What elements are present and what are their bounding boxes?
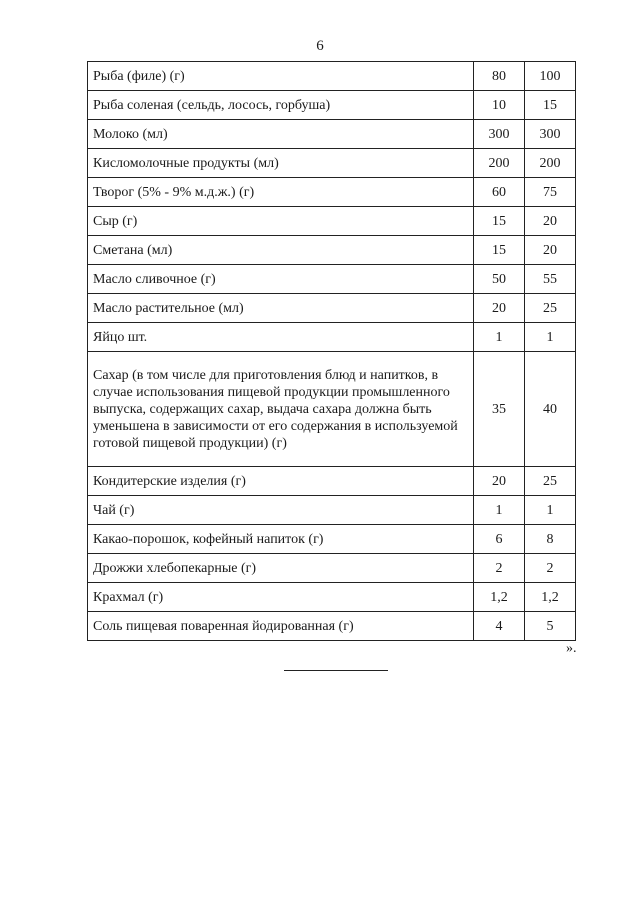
- norm-value-cell-1: 80: [474, 62, 525, 91]
- norm-value-cell-2: 8: [525, 525, 576, 554]
- table-row: [88, 178, 576, 207]
- product-name-cell: Рыба соленая (сельдь, лосось, горбуша): [88, 91, 474, 120]
- norm-value-cell-2: 1: [525, 496, 576, 525]
- product-name-cell: Рыба (филе) (г): [88, 62, 474, 91]
- norm-value-cell-1: 15: [474, 207, 525, 236]
- table-row: [88, 294, 576, 323]
- product-name-cell: Масло сливочное (г): [88, 265, 474, 294]
- product-name-cell: Творог (5% - 9% м.д.ж.) (г): [88, 178, 474, 207]
- table-row: [88, 612, 576, 641]
- norm-value-cell-2: 2: [525, 554, 576, 583]
- norm-value-cell-1: 20: [474, 294, 525, 323]
- table-row: [88, 265, 576, 294]
- norm-value-cell-2: 5: [525, 612, 576, 641]
- product-name-cell: Соль пищевая поваренная йодированная (г): [88, 612, 474, 641]
- product-name-cell: Яйцо шт.: [88, 323, 474, 352]
- product-name-cell: Сметана (мл): [88, 236, 474, 265]
- closing-quote-mark: ».: [566, 641, 577, 656]
- product-name-cell: Кондитерские изделия (г): [88, 467, 474, 496]
- norm-value-cell-2: 20: [525, 236, 576, 265]
- norm-value-cell-1: 1: [474, 323, 525, 352]
- table-row: [88, 525, 576, 554]
- norm-value-cell-1: 35: [474, 352, 525, 467]
- product-name-cell: Чай (г): [88, 496, 474, 525]
- product-name-cell: Дрожжи хлебопекарные (г): [88, 554, 474, 583]
- table-row: [88, 496, 576, 525]
- norm-value-cell-2: 75: [525, 178, 576, 207]
- norm-value-cell-1: 4: [474, 612, 525, 641]
- product-name-cell: Кисломолочные продукты (мл): [88, 149, 474, 178]
- norm-value-cell-2: 40: [525, 352, 576, 467]
- norm-value-cell-1: 200: [474, 149, 525, 178]
- norm-value-cell-2: 25: [525, 294, 576, 323]
- norm-value-cell-1: 1: [474, 496, 525, 525]
- norm-value-cell-2: 15: [525, 91, 576, 120]
- norm-value-cell-2: 1: [525, 323, 576, 352]
- norm-value-cell-1: 20: [474, 467, 525, 496]
- norm-value-cell-2: 1,2: [525, 583, 576, 612]
- end-of-document-rule: [284, 670, 388, 671]
- norm-value-cell-2: 100: [525, 62, 576, 91]
- table-row: [88, 207, 576, 236]
- norm-value-cell-1: 2: [474, 554, 525, 583]
- norm-value-cell-1: 300: [474, 120, 525, 149]
- norm-value-cell-2: 200: [525, 149, 576, 178]
- norm-value-cell-1: 1,2: [474, 583, 525, 612]
- norm-value-cell-1: 15: [474, 236, 525, 265]
- norm-value-cell-2: 20: [525, 207, 576, 236]
- norm-value-cell-1: 6: [474, 525, 525, 554]
- product-name-cell: Крахмал (г): [88, 583, 474, 612]
- product-name-cell: Какао-порошок, кофейный напиток (г): [88, 525, 474, 554]
- table-row: [88, 583, 576, 612]
- food-norms-table: [87, 61, 576, 641]
- table-row: [88, 62, 576, 91]
- table-row: [88, 467, 576, 496]
- page-number: 6: [316, 38, 324, 54]
- food-norms-table-body: [88, 62, 576, 641]
- product-name-cell: Сыр (г): [88, 207, 474, 236]
- table-row: [88, 149, 576, 178]
- table-row: [88, 120, 576, 149]
- norm-value-cell-1: 50: [474, 265, 525, 294]
- norm-value-cell-2: 300: [525, 120, 576, 149]
- product-name-cell: Масло растительное (мл): [88, 294, 474, 323]
- table-row: [88, 323, 576, 352]
- product-name-cell: Сахар (в том числе для приготовления блюд и напитков, в случае использования пищевой продукции промышленного выпуска, содержащих сахар, выдача сахара должна быть уменьшена в зависимости от его содержания в используемой готовой пищевой продукции) (г): [88, 352, 474, 467]
- table-row: [88, 554, 576, 583]
- product-name-cell: Молоко (мл): [88, 120, 474, 149]
- table-row: [88, 91, 576, 120]
- norm-value-cell-2: 25: [525, 467, 576, 496]
- table-row: [88, 352, 576, 467]
- norm-value-cell-2: 55: [525, 265, 576, 294]
- norm-value-cell-1: 60: [474, 178, 525, 207]
- norm-value-cell-1: 10: [474, 91, 525, 120]
- table-row: [88, 236, 576, 265]
